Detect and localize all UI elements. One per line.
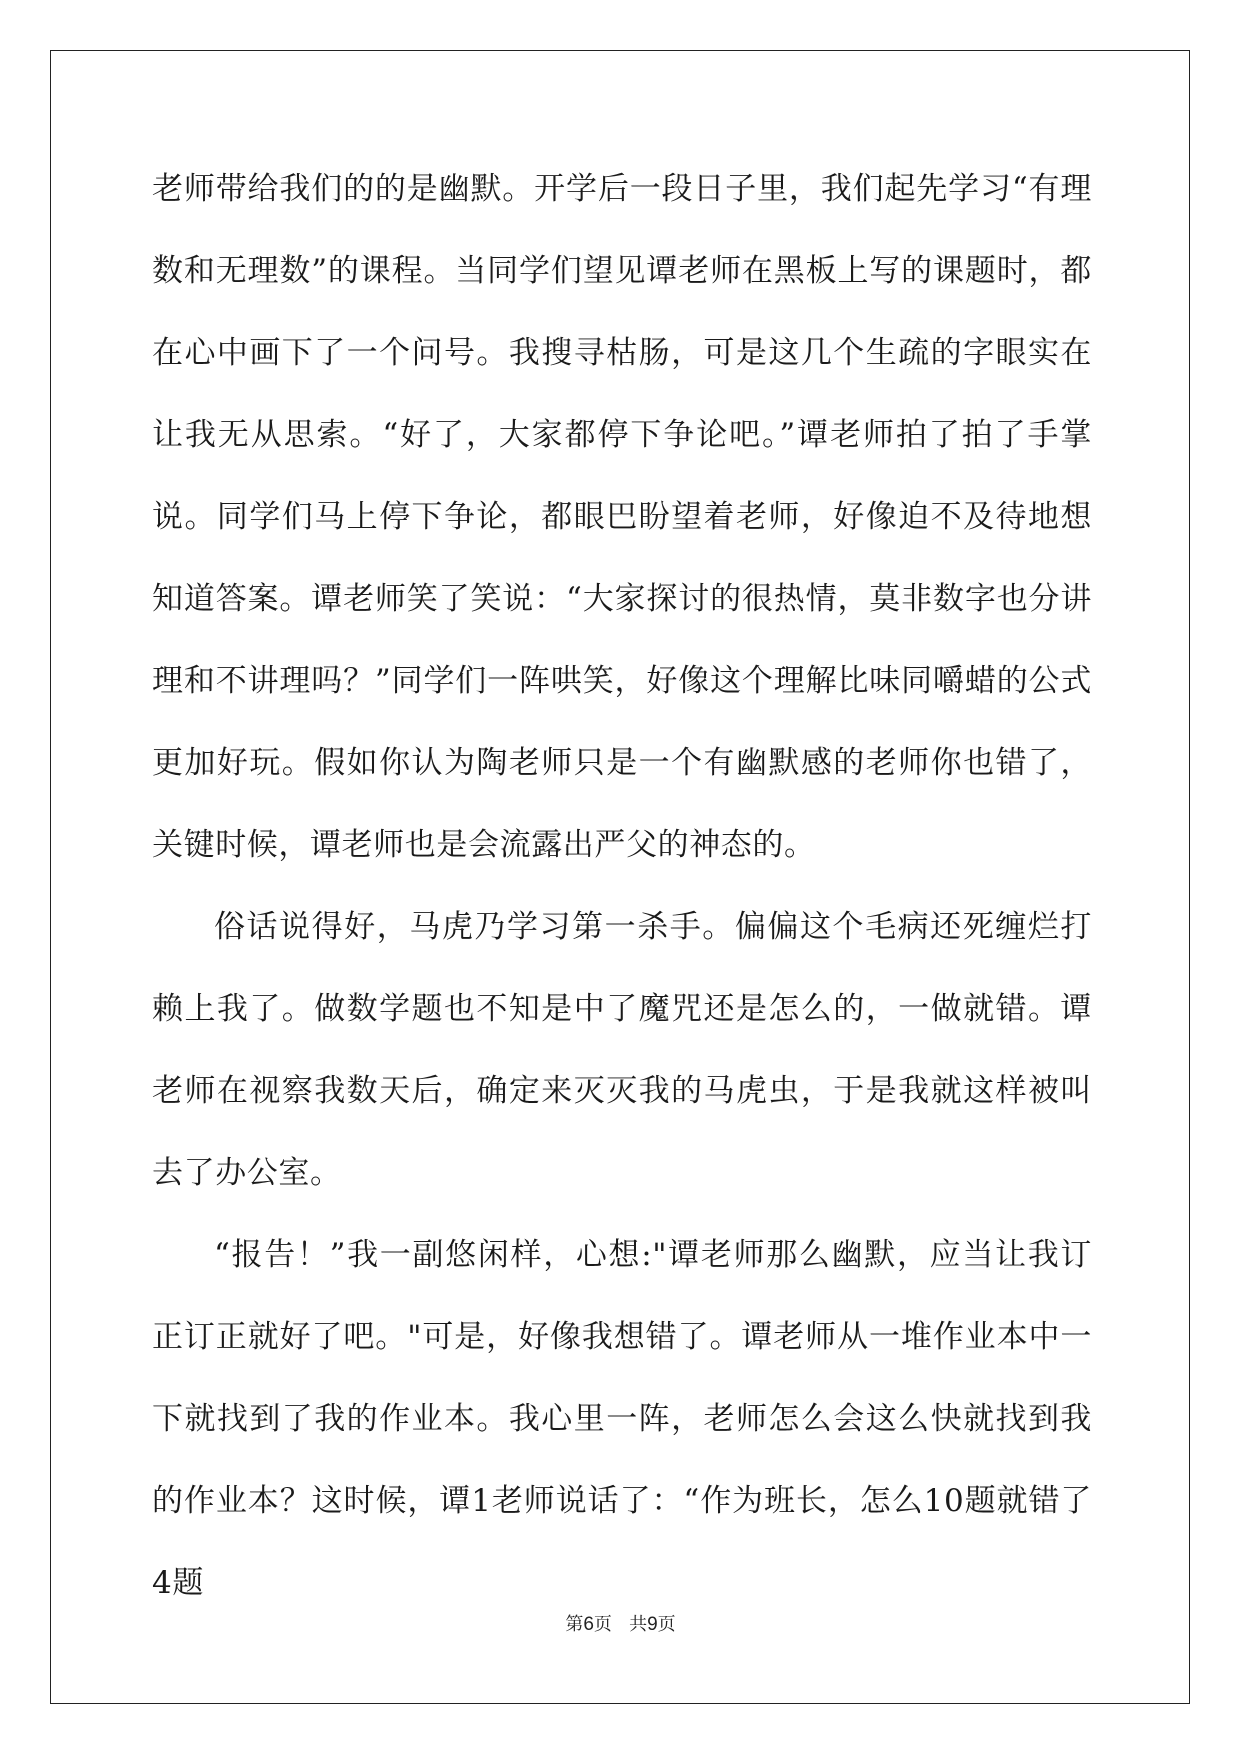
paragraph-2: 俗话说得好，马虎乃学习第一杀手。偏偏这个毛病还死缠烂打赖上我了。做数学题也不知是中了魔咒还是怎么的，一做就错。谭老师在视察我数天后，确定来灭灭我的马虎虫，于是我就这样被叫去了办公室。 <box>152 909 1092 1191</box>
total-pages-number: 9 <box>647 1614 658 1635</box>
page-footer <box>0 1610 1241 1636</box>
footer-prefix: 第 <box>565 1614 584 1635</box>
document-body <box>152 148 1092 1624</box>
paragraph-3: “报告！”我一副悠闲样，心想:"谭老师那么幽默，应当让我订正订正就好了吧。"可是，好像我想错了。谭老师从一堆作业本中一下就找到了我的作业本。我心里一阵，老师怎么会这么快就找到我的作业本？这时候，谭1老师说话了：“作为班长，怎么10题就错了4题 <box>152 1237 1092 1601</box>
current-page-number: 6 <box>583 1614 594 1635</box>
footer-suffix: 页 <box>657 1614 676 1635</box>
footer-middle: 页 共 <box>593 1614 648 1635</box>
paragraph-1: 老师带给我们的的是幽默。开学后一段日子里，我们起先学习“有理数和无理数”的课程。当同学们望见谭老师在黑板上写的课题时，都在心中画下了一个问号。我搜寻枯肠，可是这几个生疏的字眼实在让我无从思索。“好了，大家都停下争论吧。”谭老师拍了拍了手掌说。同学们马上停下争论，都眼巴盼望着老师，好像迫不及待地想知道答案。谭老师笑了笑说：“大家探讨的很热情，莫非数字也分讲理和不讲理吗？”同学们一阵哄笑，好像这个理解比味同嚼蜡的公式更加好玩。假如你认为陶老师只是一个有幽默感的老师你也错了，关键时候，谭老师也是会流露出严父的神态的。 <box>152 171 1092 863</box>
